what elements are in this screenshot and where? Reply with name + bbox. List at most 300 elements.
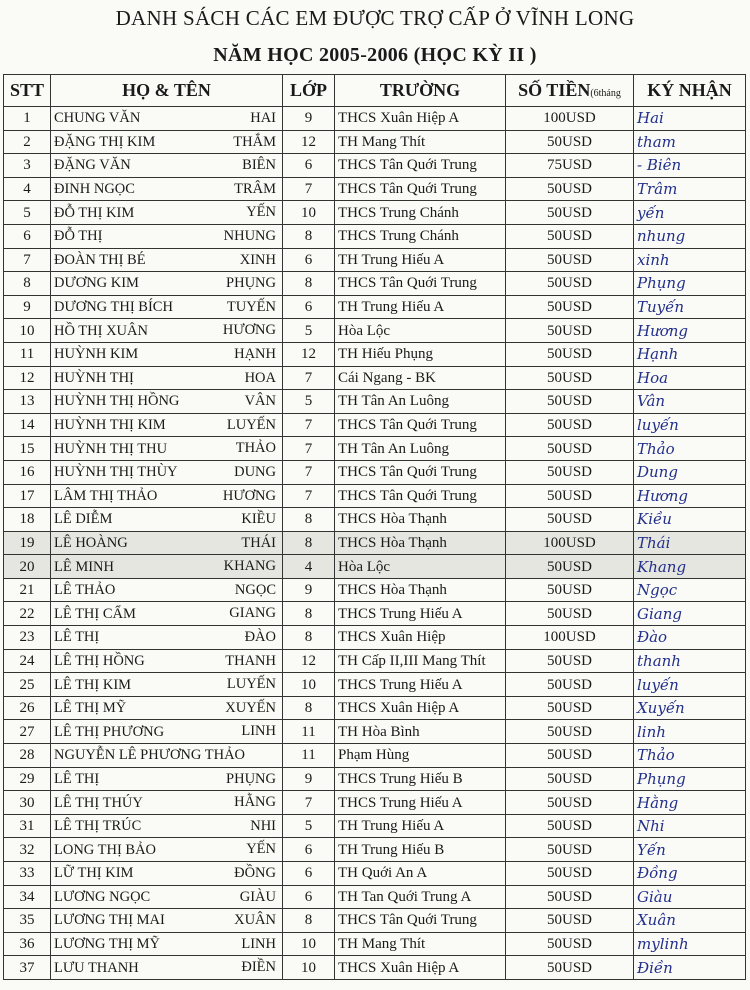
- row-ten: LINH: [241, 723, 276, 740]
- row-lop: 5: [283, 814, 335, 838]
- row-sotien: 50USD: [506, 295, 634, 319]
- row-signature: Giang: [634, 602, 746, 626]
- row-stt: 6: [4, 224, 51, 248]
- row-stt: 18: [4, 508, 51, 532]
- row-sotien: 100USD: [506, 531, 634, 555]
- row-stt: 34: [4, 885, 51, 909]
- table-row: [4, 555, 746, 579]
- row-sotien: 50USD: [506, 602, 634, 626]
- table-row: [4, 744, 746, 768]
- row-stt: 32: [4, 838, 51, 862]
- row-truong: TH Tân An Luông: [335, 390, 506, 414]
- row-ten: YẾN: [246, 204, 276, 221]
- row-signature: Hai: [634, 107, 746, 131]
- row-name: [51, 885, 283, 909]
- row-truong: TH Tan Quới Trung A: [335, 885, 506, 909]
- row-ho: LÊ MINH: [54, 558, 115, 575]
- row-lop: 7: [283, 791, 335, 815]
- table-row: [4, 272, 746, 296]
- row-lop: 7: [283, 460, 335, 484]
- row-truong: THCS Trung Hiếu A: [335, 673, 506, 697]
- row-stt: 1: [4, 107, 51, 131]
- row-sotien: 50USD: [506, 177, 634, 201]
- row-sotien: 100USD: [506, 626, 634, 650]
- row-sotien: 50USD: [506, 484, 634, 508]
- row-stt: 5: [4, 201, 51, 225]
- row-name: [51, 107, 283, 131]
- row-signature: Giàu: [634, 885, 746, 909]
- row-sotien: 100USD: [506, 107, 634, 131]
- row-sotien: 50USD: [506, 224, 634, 248]
- row-stt: 10: [4, 319, 51, 343]
- row-ho: LONG THỊ BẢO: [54, 841, 157, 858]
- row-name: [51, 626, 283, 650]
- row-stt: 28: [4, 744, 51, 768]
- table-row: [4, 578, 746, 602]
- row-lop: 9: [283, 767, 335, 791]
- row-ten: HƯƠNG: [222, 487, 276, 504]
- row-truong: THCS Hòa Thạnh: [335, 531, 506, 555]
- row-ten: THẢO: [235, 440, 276, 457]
- row-lop: 6: [283, 295, 335, 319]
- row-sotien: 75USD: [506, 154, 634, 178]
- row-stt: 13: [4, 390, 51, 414]
- table-row: [4, 201, 746, 225]
- row-sotien: 50USD: [506, 460, 634, 484]
- row-name: [51, 720, 283, 744]
- row-name: [51, 956, 283, 980]
- table-row: [4, 531, 746, 555]
- row-sotien: 50USD: [506, 791, 634, 815]
- table-row: [4, 484, 746, 508]
- row-sotien: 50USD: [506, 578, 634, 602]
- row-ten: XINH: [239, 251, 276, 268]
- row-stt: 17: [4, 484, 51, 508]
- row-signature: Xuyến: [634, 696, 746, 720]
- row-truong: THCS Trung Chánh: [335, 224, 506, 248]
- row-signature: Hạnh: [634, 342, 746, 366]
- row-ten: XUÂN: [234, 912, 276, 929]
- row-name: [51, 838, 283, 862]
- row-sotien: 50USD: [506, 437, 634, 461]
- row-signature: Điền: [634, 956, 746, 980]
- row-ho: ĐOÀN THỊ BÉ: [54, 251, 146, 268]
- row-truong: THCS Hòa Thạnh: [335, 578, 506, 602]
- row-ten: HẰNG: [234, 794, 276, 811]
- row-stt: 29: [4, 767, 51, 791]
- row-lop: 10: [283, 956, 335, 980]
- row-name: [51, 767, 283, 791]
- row-truong: TH Hòa Bình: [335, 720, 506, 744]
- row-truong: THCS Trung Hiếu A: [335, 791, 506, 815]
- row-stt: 12: [4, 366, 51, 390]
- row-truong: TH Cấp II,III Mang Thít: [335, 649, 506, 673]
- row-ho: LÊ THỊ THÚY: [54, 794, 143, 811]
- row-lop: 11: [283, 744, 335, 768]
- row-ho: LÊ THỊ HỒNG: [54, 652, 145, 669]
- row-ten: NGỌC: [234, 581, 276, 598]
- row-stt: 23: [4, 626, 51, 650]
- row-stt: 37: [4, 956, 51, 980]
- row-sotien: 50USD: [506, 413, 634, 437]
- row-signature: Yến: [634, 838, 746, 862]
- row-truong: THCS Tân Quới Trung: [335, 460, 506, 484]
- header-stt: STT: [4, 75, 51, 107]
- row-lop: 8: [283, 602, 335, 626]
- row-stt: 9: [4, 295, 51, 319]
- table-row: [4, 130, 746, 154]
- row-ho: HUỲNH THỊ THU: [54, 440, 168, 457]
- row-ten: ĐÀO: [244, 629, 276, 646]
- row-lop: 12: [283, 649, 335, 673]
- row-stt: 8: [4, 272, 51, 296]
- row-signature: Tuyến: [634, 295, 746, 319]
- row-ho: DƯƠNG THỊ BÍCH: [54, 299, 173, 316]
- header-name: HỌ & TÊN: [51, 75, 283, 107]
- row-lop: 8: [283, 696, 335, 720]
- document-subtitle: NĂM HỌC 2005-2006 (HỌC KỲ II ): [213, 44, 537, 66]
- document-title: DANH SÁCH CÁC EM ĐƯỢC TRỢ CẤP Ở VĨNH LONG: [115, 6, 635, 30]
- row-stt: 26: [4, 696, 51, 720]
- table-row: [4, 319, 746, 343]
- row-ho: LÊ THỊ: [54, 770, 100, 787]
- row-signature: thanh: [634, 649, 746, 673]
- row-sotien: 50USD: [506, 130, 634, 154]
- row-lop: 8: [283, 909, 335, 933]
- row-signature: Hương: [634, 484, 746, 508]
- row-sotien: 50USD: [506, 862, 634, 886]
- row-stt: 7: [4, 248, 51, 272]
- row-sotien: 50USD: [506, 956, 634, 980]
- row-signature: Xuân: [634, 909, 746, 933]
- row-truong: TH Hiếu Phụng: [335, 342, 506, 366]
- row-name: [51, 531, 283, 555]
- row-signature: Thảo: [634, 744, 746, 768]
- row-signature: Hương: [634, 319, 746, 343]
- row-lop: 7: [283, 413, 335, 437]
- table-row: [4, 366, 746, 390]
- row-lop: 8: [283, 626, 335, 650]
- row-sotien: 50USD: [506, 366, 634, 390]
- row-ho: LỮ THỊ KIM: [54, 865, 134, 882]
- table-row: [4, 437, 746, 461]
- row-ten: BIÊN: [242, 157, 276, 174]
- row-truong: Phạm Hùng: [335, 744, 506, 768]
- row-sotien: 50USD: [506, 649, 634, 673]
- row-ho: LƯƠNG NGỌC: [54, 888, 151, 905]
- table-row: [4, 909, 746, 933]
- row-ho: NGUYỄN LÊ PHƯƠNG THẢO: [54, 747, 246, 764]
- table-row: [4, 154, 746, 178]
- row-signature: Trâm: [634, 177, 746, 201]
- table-row: [4, 862, 746, 886]
- header-sotien: SỐ TIỀN(6tháng: [506, 75, 634, 107]
- row-name: [51, 696, 283, 720]
- row-ten: PHỤNG: [226, 770, 276, 787]
- row-stt: 27: [4, 720, 51, 744]
- row-lop: 8: [283, 272, 335, 296]
- row-ho: LÊ THỊ PHƯƠNG: [54, 723, 165, 740]
- row-name: [51, 673, 283, 697]
- row-truong: THCS Xuân Hiệp A: [335, 956, 506, 980]
- table-row: [4, 956, 746, 980]
- row-sotien: 50USD: [506, 319, 634, 343]
- row-signature: Vân: [634, 390, 746, 414]
- table-header-row: [4, 75, 746, 107]
- table-row: [4, 814, 746, 838]
- row-lop: 7: [283, 437, 335, 461]
- row-name: [51, 295, 283, 319]
- header-sotien-note: (6tháng: [590, 88, 621, 99]
- row-ho: HUỲNH THỊ: [54, 369, 134, 386]
- row-sotien: 50USD: [506, 201, 634, 225]
- row-lop: 9: [283, 578, 335, 602]
- row-lop: 7: [283, 484, 335, 508]
- row-lop: 6: [283, 862, 335, 886]
- row-lop: 12: [283, 130, 335, 154]
- row-name: [51, 272, 283, 296]
- row-ho: LÊ THỊ CẨM: [54, 605, 136, 622]
- row-ho: ĐỖ THỊ KIM: [54, 204, 135, 221]
- row-ho: LÂM THỊ THẢO: [54, 487, 158, 504]
- row-name: [51, 909, 283, 933]
- row-lop: 6: [283, 248, 335, 272]
- row-name: [51, 413, 283, 437]
- table-row: [4, 885, 746, 909]
- row-ten: HẠNH: [234, 345, 276, 362]
- row-lop: 10: [283, 201, 335, 225]
- row-stt: 3: [4, 154, 51, 178]
- row-signature: Phụng: [634, 272, 746, 296]
- row-stt: 24: [4, 649, 51, 673]
- row-ho: LÊ HOÀNG: [54, 534, 128, 551]
- row-signature: nhung: [634, 224, 746, 248]
- row-ten: THANH: [225, 652, 276, 669]
- row-ho: HUỲNH THỊ THÙY: [54, 464, 178, 481]
- row-stt: 31: [4, 814, 51, 838]
- row-truong: Hòa Lộc: [335, 555, 506, 579]
- row-name: [51, 555, 283, 579]
- row-lop: 7: [283, 366, 335, 390]
- row-ho: LƯƠNG THỊ MAI: [54, 912, 165, 929]
- row-lop: 7: [283, 177, 335, 201]
- scholarship-table: [3, 74, 746, 980]
- row-ho: LÊ THỊ TRÚC: [54, 818, 142, 835]
- row-ten: THẮM: [233, 133, 276, 150]
- row-name: [51, 154, 283, 178]
- row-truong: Cái Ngang - BK: [335, 366, 506, 390]
- row-ten: YẾN: [246, 841, 276, 858]
- row-signature: xinh: [634, 248, 746, 272]
- row-truong: TH Mang Thít: [335, 932, 506, 956]
- row-ho: LƯƠNG THỊ MỸ: [54, 936, 161, 953]
- row-ho: HỒ THỊ XUÂN: [54, 322, 148, 339]
- row-sotien: 50USD: [506, 720, 634, 744]
- row-truong: THCS Xuân Hiệp A: [335, 107, 506, 131]
- row-truong: THCS Tân Quới Trung: [335, 177, 506, 201]
- row-ten: VÂN: [244, 393, 276, 410]
- row-name: [51, 130, 283, 154]
- row-signature: Nhi: [634, 814, 746, 838]
- row-name: [51, 390, 283, 414]
- row-name: [51, 578, 283, 602]
- row-ho: LÊ DIỄM: [54, 511, 113, 528]
- row-ho: LÊ THỊ KIM: [54, 676, 132, 693]
- table-row: [4, 720, 746, 744]
- table-row: [4, 248, 746, 272]
- row-ho: ĐẶNG THỊ KIM: [54, 133, 156, 150]
- header-kynhan: KÝ NHẬN: [634, 75, 746, 107]
- row-signature: Đồng: [634, 862, 746, 886]
- row-ten: ĐỒNG: [234, 865, 276, 881]
- row-ho: ĐINH NGỌC: [54, 181, 135, 198]
- row-sotien: 50USD: [506, 744, 634, 768]
- row-signature: - Biên: [634, 154, 746, 178]
- header-lop: LỚP: [283, 75, 335, 107]
- table-row: [4, 413, 746, 437]
- row-truong: TH Trung Hiếu A: [335, 248, 506, 272]
- row-name: [51, 814, 283, 838]
- row-name: [51, 744, 283, 768]
- row-sotien: 50USD: [506, 673, 634, 697]
- table-row: [4, 838, 746, 862]
- row-name: [51, 342, 283, 366]
- table-row: [4, 177, 746, 201]
- row-lop: 12: [283, 342, 335, 366]
- row-lop: 4: [283, 555, 335, 579]
- row-stt: 4: [4, 177, 51, 201]
- table-row: [4, 602, 746, 626]
- row-stt: 16: [4, 460, 51, 484]
- row-ten: HAI: [250, 110, 276, 126]
- row-truong: THCS Tân Quới Trung: [335, 154, 506, 178]
- row-lop: 6: [283, 154, 335, 178]
- row-signature: Hoa: [634, 366, 746, 390]
- row-stt: 2: [4, 130, 51, 154]
- row-truong: THCS Trung Hiếu B: [335, 767, 506, 791]
- table-row: [4, 696, 746, 720]
- row-ten: HOA: [244, 369, 276, 386]
- row-ten: ĐIỀN: [241, 959, 276, 976]
- row-sotien: 50USD: [506, 909, 634, 933]
- row-stt: 30: [4, 791, 51, 815]
- table-row: [4, 649, 746, 673]
- row-lop: 6: [283, 885, 335, 909]
- row-signature: Phụng: [634, 767, 746, 791]
- row-lop: 6: [283, 838, 335, 862]
- row-stt: 11: [4, 342, 51, 366]
- table-row: [4, 390, 746, 414]
- row-ten: KHANG: [223, 558, 276, 575]
- row-signature: luyến: [634, 673, 746, 697]
- table-row: [4, 107, 746, 131]
- row-name: [51, 319, 283, 343]
- row-sotien: 50USD: [506, 696, 634, 720]
- row-lop: 9: [283, 107, 335, 131]
- row-stt: 22: [4, 602, 51, 626]
- row-name: [51, 460, 283, 484]
- row-lop: 8: [283, 508, 335, 532]
- row-ho: ĐỖ THỊ: [54, 228, 103, 245]
- row-ten: NHI: [250, 817, 276, 834]
- row-ten: TUYẾN: [226, 298, 276, 315]
- table-row: [4, 791, 746, 815]
- row-truong: TH Trung Hiếu A: [335, 295, 506, 319]
- table-row: [4, 932, 746, 956]
- row-name: [51, 177, 283, 201]
- row-truong: Hòa Lộc: [335, 319, 506, 343]
- row-sotien: 50USD: [506, 555, 634, 579]
- row-signature: Đào: [634, 626, 746, 650]
- row-sotien: 50USD: [506, 248, 634, 272]
- row-stt: 21: [4, 578, 51, 602]
- row-truong: TH Trung Hiếu B: [335, 838, 506, 862]
- row-truong: THCS Xuân Hiệp A: [335, 696, 506, 720]
- row-truong: TH Mang Thít: [335, 130, 506, 154]
- row-ho: HUỲNH KIM: [54, 346, 139, 363]
- row-truong: THCS Tân Quới Trung: [335, 413, 506, 437]
- row-signature: Khang: [634, 555, 746, 579]
- table-row: [4, 626, 746, 650]
- row-name: [51, 484, 283, 508]
- row-truong: THCS Hòa Thạnh: [335, 508, 506, 532]
- row-ho: CHUNG VĂN: [54, 110, 141, 127]
- row-sotien: 50USD: [506, 342, 634, 366]
- row-ten: LUYẾN: [226, 676, 276, 693]
- header-truong: TRƯỜNG: [335, 75, 506, 107]
- row-truong: TH Tân An Luông: [335, 437, 506, 461]
- row-ten: PHỤNG: [226, 275, 276, 292]
- row-signature: Thảo: [634, 437, 746, 461]
- row-truong: TH Quới An A: [335, 862, 506, 886]
- row-ho: DƯƠNG KIM: [54, 275, 139, 292]
- row-lop: 11: [283, 720, 335, 744]
- table-row: [4, 508, 746, 532]
- row-ho: LÊ THỊ: [54, 629, 100, 646]
- row-signature: luyến: [634, 413, 746, 437]
- row-name: [51, 791, 283, 815]
- row-stt: 36: [4, 932, 51, 956]
- row-lop: 5: [283, 390, 335, 414]
- row-ten: DUNG: [234, 463, 276, 480]
- row-lop: 8: [283, 224, 335, 248]
- table-row: [4, 342, 746, 366]
- row-signature: Kiều: [634, 508, 746, 532]
- row-name: [51, 508, 283, 532]
- row-truong: THCS Tân Quới Trung: [335, 484, 506, 508]
- row-ten: XUYẾN: [225, 699, 276, 716]
- row-lop: 10: [283, 673, 335, 697]
- row-name: [51, 248, 283, 272]
- row-signature: mylinh: [634, 932, 746, 956]
- row-name: [51, 602, 283, 626]
- table-body: [4, 107, 746, 980]
- table-row: [4, 295, 746, 319]
- row-signature: yến: [634, 201, 746, 225]
- row-truong: THCS Xuân Hiệp: [335, 626, 506, 650]
- row-ho: LÊ THẢO: [54, 582, 116, 599]
- row-name: [51, 224, 283, 248]
- row-truong: THCS Trung Hiếu A: [335, 602, 506, 626]
- row-ho: ĐẶNG VĂN: [54, 157, 131, 174]
- row-truong: THCS Tân Quới Trung: [335, 909, 506, 933]
- row-sotien: 50USD: [506, 767, 634, 791]
- row-stt: 15: [4, 437, 51, 461]
- row-sotien: 50USD: [506, 885, 634, 909]
- row-ten: THÁI: [241, 534, 276, 551]
- row-sotien: 50USD: [506, 932, 634, 956]
- row-stt: 20: [4, 555, 51, 579]
